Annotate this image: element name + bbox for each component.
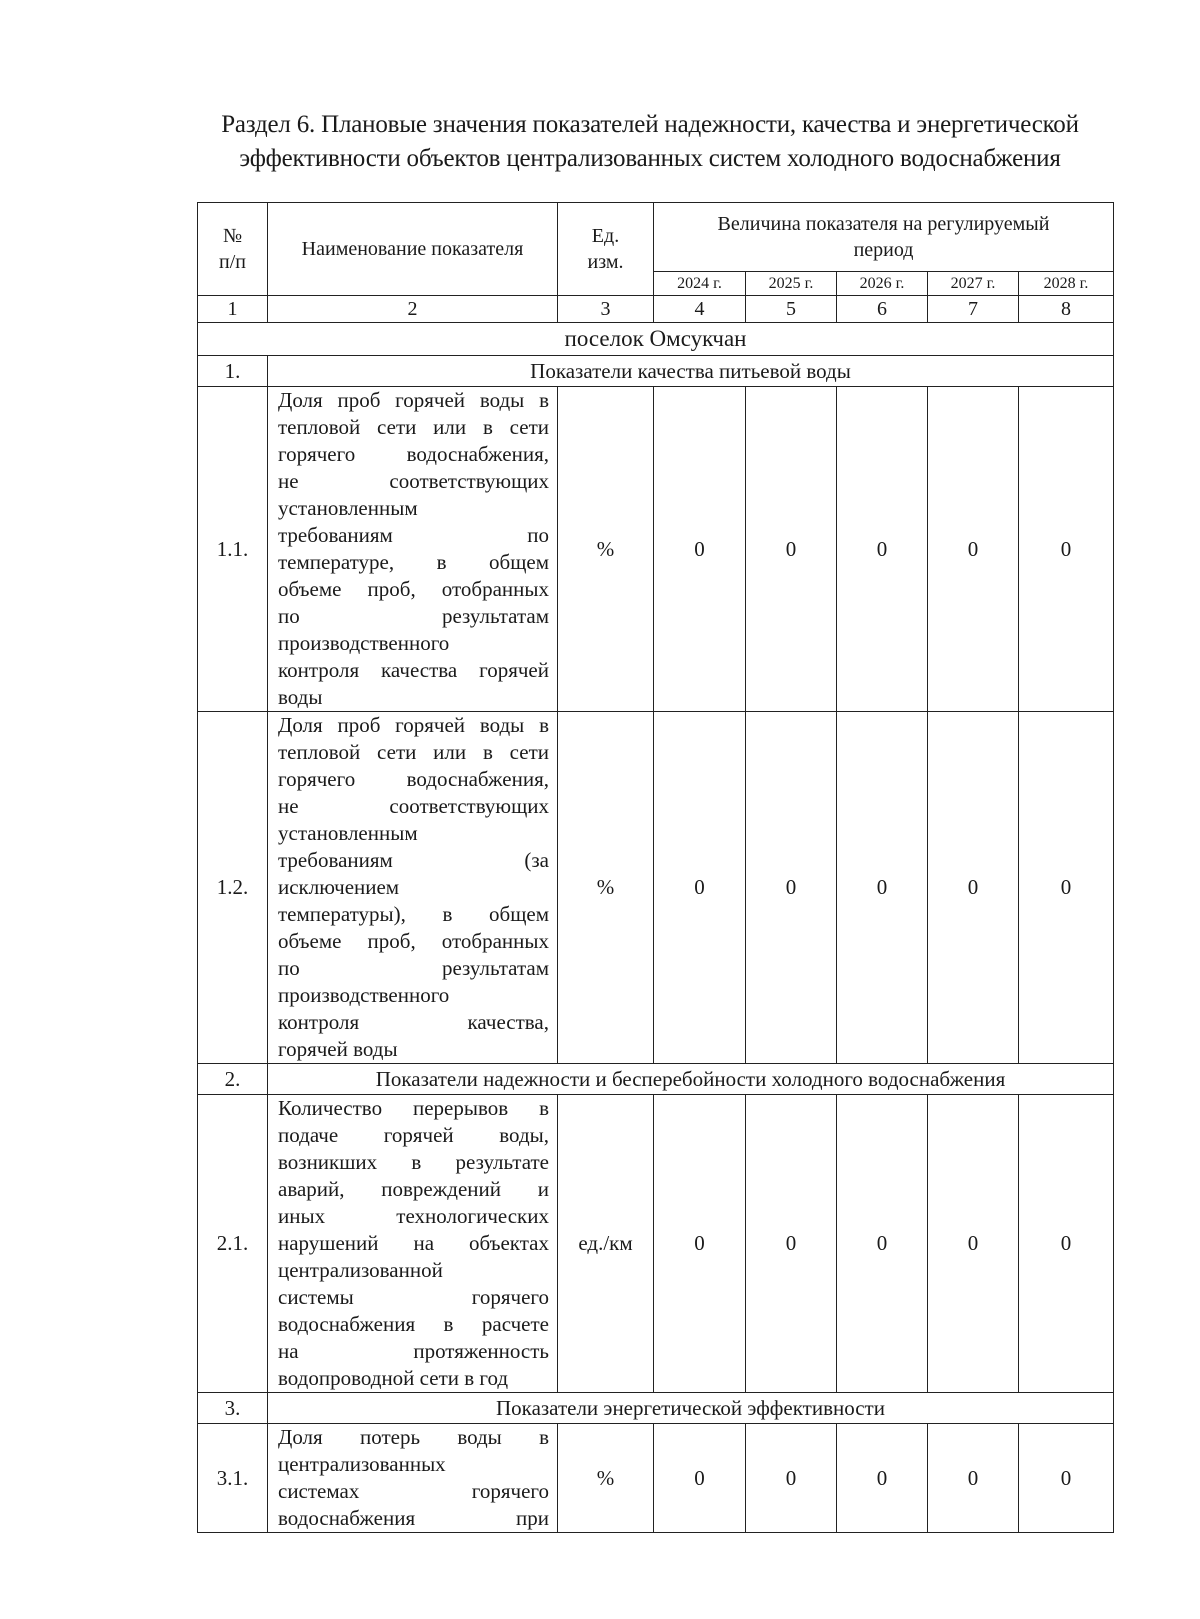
indicator-name-line: возникших в результате — [278, 1150, 549, 1174]
indicator-unit: % — [558, 1424, 654, 1533]
section-row — [198, 323, 1114, 356]
group-number: 3. — [198, 1393, 268, 1424]
indicator-name-line: контроля качества, — [278, 1010, 549, 1034]
indicator-name-line: производственного — [278, 983, 450, 1007]
indicator-name-line: по результатам — [278, 604, 549, 628]
group-title: Показатели энергетической эффективности — [268, 1393, 1114, 1424]
indicator-name — [268, 387, 558, 712]
indicator-name-line: тепловой сети или в сети — [278, 740, 549, 764]
indicator-name-line: горячего водоснабжения, — [278, 442, 549, 466]
indicator-name-line: на протяженность — [278, 1339, 549, 1363]
indicator-name-line: горячего водоснабжения, — [278, 767, 549, 791]
indicator-value: 0 — [928, 387, 1019, 712]
indicator-value: 0 — [654, 712, 746, 1064]
indicator-name — [268, 1424, 558, 1533]
indicator-name-line: объеме проб, отобранных — [278, 577, 549, 601]
column-number: 3 — [558, 296, 654, 323]
group-row — [198, 356, 1114, 387]
page-title — [150, 108, 1150, 176]
column-number: 1 — [198, 296, 268, 323]
indicator-value: 0 — [928, 712, 1019, 1064]
column-number: 8 — [1019, 296, 1114, 323]
indicator-name — [268, 1095, 558, 1393]
indicator-value: 0 — [837, 712, 928, 1064]
header-unit: Ед. изм. — [558, 203, 654, 296]
column-numbers-row — [198, 296, 1114, 323]
indicator-name-line: системах горячего — [278, 1479, 549, 1503]
indicator-name-line: Доля потерь воды в — [278, 1425, 549, 1449]
indicator-name — [268, 712, 558, 1064]
indicator-value: 0 — [746, 1095, 837, 1393]
indicator-name-line: системы горячего — [278, 1285, 549, 1309]
indicator-name-line: требованиям (за — [278, 848, 549, 872]
indicator-value: 0 — [837, 1095, 928, 1393]
indicator-name-line: объеме проб, отобранных — [278, 929, 549, 953]
group-number: 1. — [198, 356, 268, 387]
indicator-name-line: температуры), в общем — [278, 902, 549, 926]
indicator-number: 1.1. — [198, 387, 268, 712]
indicators-table — [197, 202, 1114, 1533]
title-line-1: Раздел 6. Плановые значения показателей надежности, качества и энергетической — [221, 111, 1079, 138]
group-row — [198, 1064, 1114, 1095]
header-year: 2027 г. — [928, 272, 1019, 296]
indicator-name-line: установленным — [278, 821, 418, 845]
indicator-row — [198, 712, 1114, 1064]
indicator-value: 0 — [746, 387, 837, 712]
indicator-name-line: водоснабжения при — [278, 1506, 549, 1530]
indicator-row — [198, 1095, 1114, 1393]
indicator-value: 0 — [837, 387, 928, 712]
indicator-name-line: водопроводной сети в год — [278, 1366, 509, 1390]
indicator-value: 0 — [1019, 387, 1114, 712]
indicator-name-line: температуре, в общем — [278, 550, 549, 574]
indicator-name-line: контроля качества горячей — [278, 658, 549, 682]
indicator-name-line: централизованной — [278, 1258, 443, 1282]
indicator-name-line: установленным — [278, 496, 418, 520]
indicator-value: 0 — [837, 1424, 928, 1533]
indicator-name-line: водоснабжения в расчете — [278, 1312, 549, 1336]
group-row — [198, 1393, 1114, 1424]
indicator-name-line: аварий, повреждений и — [278, 1177, 549, 1201]
indicator-value: 0 — [654, 1424, 746, 1533]
header-year: 2024 г. — [654, 272, 746, 296]
indicator-name-line: по результатам — [278, 956, 549, 980]
indicator-unit: ед./км — [558, 1095, 654, 1393]
indicator-name-line: тепловой сети или в сети — [278, 415, 549, 439]
indicator-number: 1.2. — [198, 712, 268, 1064]
indicator-value: 0 — [654, 1095, 746, 1393]
header-value-group: Величина показателя на регулируемый период — [654, 203, 1114, 272]
header-name: Наименование показателя — [268, 203, 558, 296]
group-title: Показатели надежности и бесперебойности холодного водоснабжения — [268, 1064, 1114, 1095]
indicator-name-line: Доля проб горячей воды в — [278, 713, 549, 737]
column-number: 2 — [268, 296, 558, 323]
indicator-number: 3.1. — [198, 1424, 268, 1533]
indicator-name-line: не соответствующих — [278, 794, 549, 818]
indicator-row — [198, 387, 1114, 712]
column-number: 4 — [654, 296, 746, 323]
indicator-name-line: воды — [278, 685, 323, 709]
header-year: 2028 г. — [1019, 272, 1114, 296]
indicator-value: 0 — [928, 1424, 1019, 1533]
indicator-name-line: не соответствующих — [278, 469, 549, 493]
indicator-name-line: нарушений на объектах — [278, 1231, 549, 1255]
indicator-name-line: Количество перерывов в — [278, 1096, 549, 1120]
indicator-name-line: исключением — [278, 875, 400, 899]
indicator-value: 0 — [746, 712, 837, 1064]
indicator-unit: % — [558, 712, 654, 1064]
indicator-value: 0 — [654, 387, 746, 712]
indicator-unit: % — [558, 387, 654, 712]
indicator-value: 0 — [1019, 1095, 1114, 1393]
indicator-value: 0 — [1019, 712, 1114, 1064]
indicator-number: 2.1. — [198, 1095, 268, 1393]
column-number: 6 — [837, 296, 928, 323]
group-title: Показатели качества питьевой воды — [268, 356, 1114, 387]
indicator-value: 0 — [928, 1095, 1019, 1393]
column-number: 5 — [746, 296, 837, 323]
indicator-name-line: иных технологических — [278, 1204, 549, 1228]
header-year: 2026 г. — [837, 272, 928, 296]
indicator-name-line: горячей воды — [278, 1037, 398, 1061]
column-number: 7 — [928, 296, 1019, 323]
indicator-name-line: производственного — [278, 631, 450, 655]
indicator-name-line: централизованных — [278, 1452, 446, 1476]
indicator-name-line: требованиям по — [278, 523, 549, 547]
group-number: 2. — [198, 1064, 268, 1095]
indicator-name-line: Доля проб горячей воды в — [278, 388, 549, 412]
header-row — [198, 203, 1114, 272]
indicator-value: 0 — [746, 1424, 837, 1533]
title-line-2: эффективности объектов централизованных систем холодного водоснабжения — [239, 145, 1061, 172]
indicator-name-line: подаче горячей воды, — [278, 1123, 549, 1147]
indicator-row — [198, 1424, 1114, 1533]
section-title: поселок Омсукчан — [198, 323, 1114, 356]
header-year: 2025 г. — [746, 272, 837, 296]
header-num: № п/п — [198, 203, 268, 296]
indicator-value: 0 — [1019, 1424, 1114, 1533]
